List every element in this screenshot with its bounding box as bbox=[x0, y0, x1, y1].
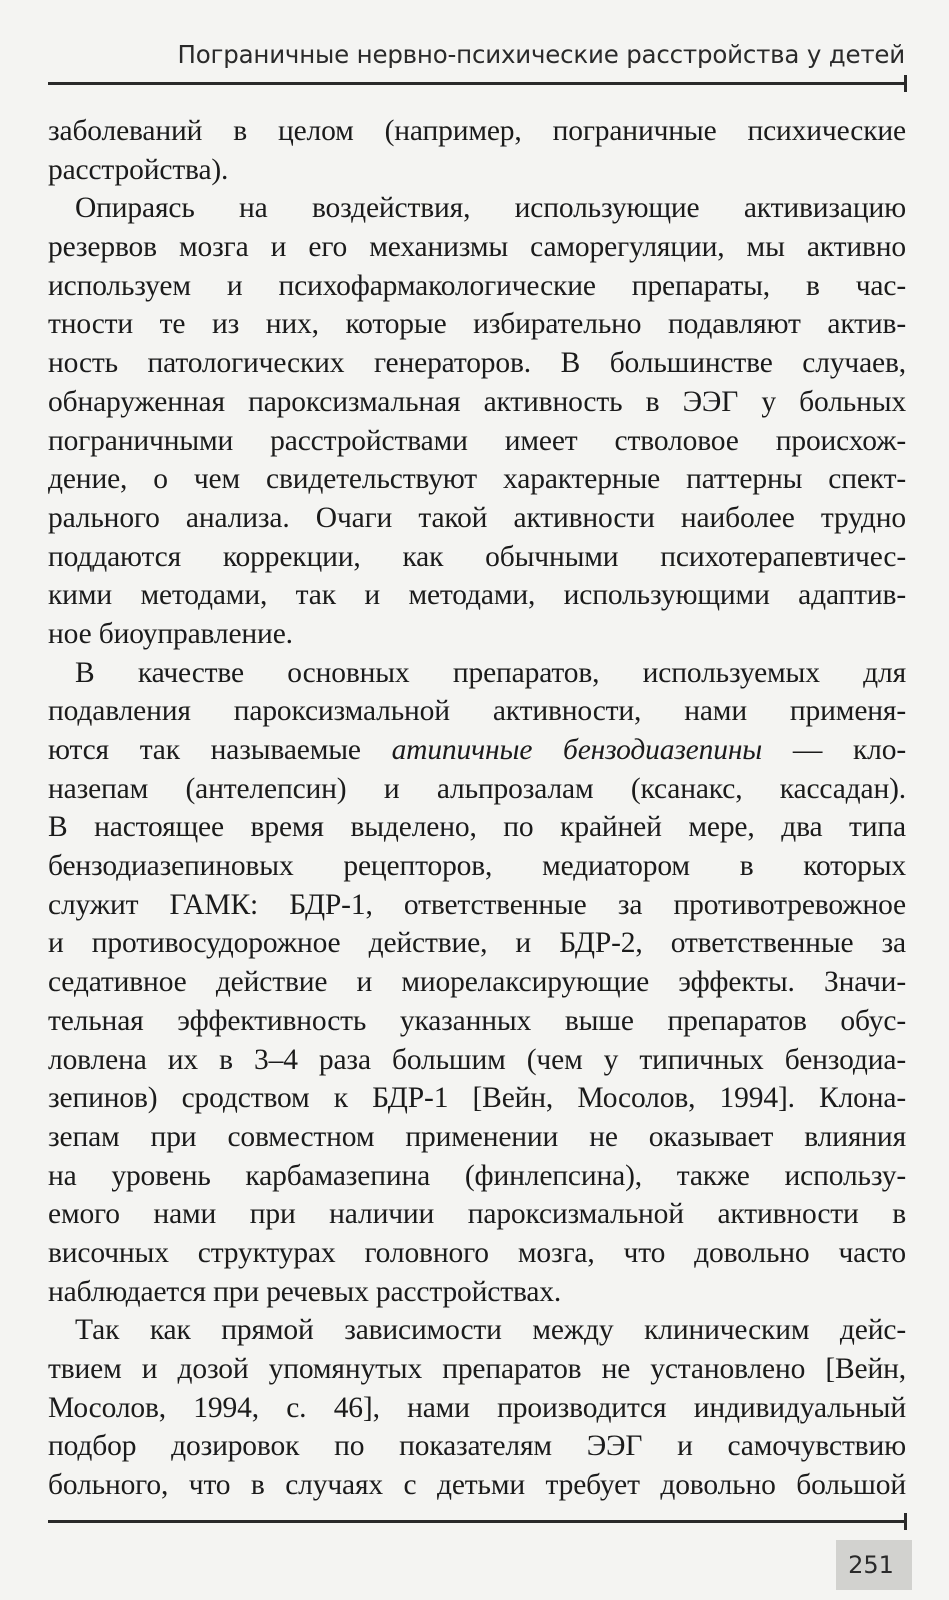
text-line: тельная эффективность указанных выше препаратов обус- bbox=[48, 1004, 906, 1037]
text-line: тности те из них, которые избирательно подавляют актив- bbox=[48, 308, 906, 341]
text-line: В качестве основных препаратов, используемых для bbox=[75, 656, 906, 689]
text-run: ются так называемые bbox=[48, 734, 392, 766]
paragraph bbox=[48, 189, 906, 653]
footer-rule bbox=[48, 1520, 905, 1523]
paragraph bbox=[48, 112, 906, 189]
text-run: — кло- bbox=[762, 734, 906, 766]
text-line: седативное действие и миорелаксирующие эффекты. Значи- bbox=[48, 966, 906, 999]
text-line: заболеваний в целом (например, пограничные психические bbox=[48, 115, 906, 147]
text-line: кими методами, так и методами, использующими адаптив- bbox=[48, 579, 906, 612]
text-line: наблюдается при речевых расстройствах. bbox=[48, 1275, 562, 1308]
text-line: зепам при совместном применении не оказывает влияния bbox=[48, 1120, 906, 1153]
text-line: дение, о чем свидетельствуют характерные паттерны спект- bbox=[48, 463, 906, 496]
text-line: используем и психофармакологические препараты, в час- bbox=[48, 269, 906, 302]
text-line: резервов мозга и его механизмы саморегуляции, мы активно bbox=[48, 231, 906, 264]
footer-rule-tick bbox=[904, 1513, 907, 1530]
header-rule-tick bbox=[904, 75, 907, 92]
text-line: назепам (антелепсин) и альпрозалам (ксанакс, кассадан). bbox=[48, 772, 906, 805]
paragraph bbox=[48, 1311, 906, 1504]
text-line: височных структурах головного мозга, что довольно часто bbox=[48, 1236, 906, 1269]
text-line: зепинов) сродством к БДР-1 [Вейн, Мосолов, 1994]. Клона- bbox=[48, 1082, 906, 1115]
text-line: емого нами при наличии пароксизмальной активности в bbox=[48, 1198, 906, 1231]
text-line: пограничными расстройствами имеет стволовое происхож- bbox=[48, 424, 906, 457]
text-line: больного, что в случаях с детьми требует довольно большой bbox=[48, 1469, 906, 1502]
text-line: твием и дозой упомянутых препаратов не установлено [Вейн, bbox=[48, 1353, 906, 1385]
text-line: Опираясь на воздействия, использующие активизацию bbox=[75, 192, 906, 225]
text-line: рального анализа. Очаги такой активности наиболее трудно bbox=[48, 501, 906, 534]
text-line: подавления пароксизмальной активности, нами применя- bbox=[48, 695, 906, 728]
text-line: ловлена их в 3–4 раза большим (чем у типичных бензодиа- bbox=[48, 1043, 906, 1076]
text-line: на уровень карбамазепина (финлепсина), также использу- bbox=[48, 1159, 906, 1192]
text-line: расстройства). bbox=[48, 153, 229, 186]
italic-term: атипичные бензодиазепины bbox=[391, 734, 763, 766]
text-line: поддаются коррекции, как обычными психотерапевтичес- bbox=[48, 540, 906, 573]
text-line bbox=[48, 731, 906, 770]
text-line: ность патологических генераторов. В большинстве случаев, bbox=[48, 347, 906, 380]
page-number: 251 bbox=[848, 1551, 894, 1579]
header-rule bbox=[48, 82, 905, 85]
text-line: Мосолов, 1994, с. 46], нами производится индивидуальный bbox=[48, 1391, 906, 1424]
text-line: служит ГАМК: БДР-1, ответственные за противотревожное bbox=[48, 888, 906, 921]
paragraph bbox=[48, 654, 906, 1312]
text-line: обнаруженная пароксизмальная активность в ЭЭГ у больных bbox=[48, 385, 906, 418]
text-line: и противосудорожное действие, и БДР-2, ответственные за bbox=[48, 927, 906, 960]
running-head: Пограничные нервно-психические расстройства у детей bbox=[177, 40, 905, 69]
text-line: подбор дозировок по показателям ЭЭГ и самочувствию bbox=[48, 1430, 906, 1463]
text-line: В настоящее время выделено, по крайней мере, два типа bbox=[48, 811, 906, 844]
text-line: ное биоуправление. bbox=[48, 617, 293, 650]
text-line: Так как прямой зависимости между клиническим дейс- bbox=[75, 1314, 906, 1347]
text-line: бензодиазепиновых рецепторов, медиатором в которых bbox=[48, 850, 906, 883]
body-text bbox=[48, 112, 906, 1505]
